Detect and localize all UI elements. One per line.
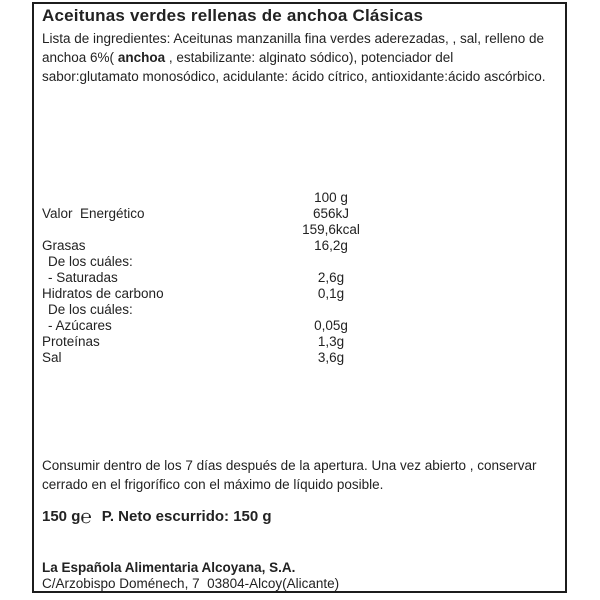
nutrient-name: De los cuáles: xyxy=(48,302,133,317)
table-row xyxy=(42,254,557,270)
nutrient-name: - Saturadas xyxy=(48,270,118,285)
nutrient-value: 1,3g xyxy=(317,334,345,349)
table-row xyxy=(42,206,557,222)
nutrient-value: 16,2g xyxy=(314,238,348,253)
ingredients-paragraph xyxy=(42,29,547,86)
nutrient-value: 2,6g xyxy=(317,270,345,285)
nutrient-name: Valor Energético xyxy=(42,206,145,221)
table-row xyxy=(42,238,557,254)
storage-instructions: Consumir dentro de los 7 días después de la apertura. Una vez abierto , conservar cerrado en el frigorífico con el máximo de líquido posible. xyxy=(42,458,537,492)
nutrient-name: - Azúcares xyxy=(48,318,112,333)
table-row xyxy=(42,286,557,302)
table-row xyxy=(42,334,557,350)
nutrition-header-row xyxy=(42,190,557,206)
product-label xyxy=(32,2,567,593)
weight-line xyxy=(42,507,272,528)
table-row xyxy=(42,302,557,318)
product-title: Aceitunas verdes rellenas de anchoa Clásicas xyxy=(42,6,424,25)
nutrient-name: Sal xyxy=(42,350,62,365)
nutrient-name: Hidratos de carbono xyxy=(42,286,164,301)
nutrient-name: Proteínas xyxy=(42,334,100,349)
manufacturer-name: La Española Alimentaria Alcoyana, S.A. xyxy=(42,560,296,575)
table-row xyxy=(42,222,557,238)
net-weight: 150 g xyxy=(42,508,81,525)
drained-weight: P. Neto escurrido: 150 g xyxy=(101,508,272,525)
nutrient-value: 0,1g xyxy=(317,286,345,301)
ingredients-text-suffix: , estabilizante: alginato sódico), potenciador del sabor:glutamato monosódico, acidulante: ácido cítrico, antioxidante:ácido ascórbico. xyxy=(42,50,546,84)
manufacturer-address: C/Arzobispo Doménech, 7 03804-Alcoy(Alicante) xyxy=(42,576,340,591)
table-row xyxy=(42,270,557,286)
nutrient-value: 0,05g xyxy=(314,318,348,333)
table-row xyxy=(42,318,557,334)
nutrient-value: 159,6kcal xyxy=(302,222,360,237)
nutrient-name: Grasas xyxy=(42,238,86,253)
nutrition-table xyxy=(42,190,557,366)
ingredients-text-prefix: Lista de ingredientes: Aceitunas manzanilla fina verdes aderezadas, , sal, relleno de anchoa 6%( xyxy=(42,31,545,65)
nutrition-column-header: 100 g xyxy=(314,190,348,205)
manufacturer-block xyxy=(42,560,339,592)
nutrient-value: 656kJ xyxy=(312,206,350,221)
nutrient-value: 3,6g xyxy=(317,350,345,365)
allergen-highlight: anchoa xyxy=(117,50,166,65)
table-row xyxy=(42,350,557,366)
nutrient-name: De los cuáles: xyxy=(48,254,133,269)
estimated-sign: ℮ xyxy=(80,507,92,528)
